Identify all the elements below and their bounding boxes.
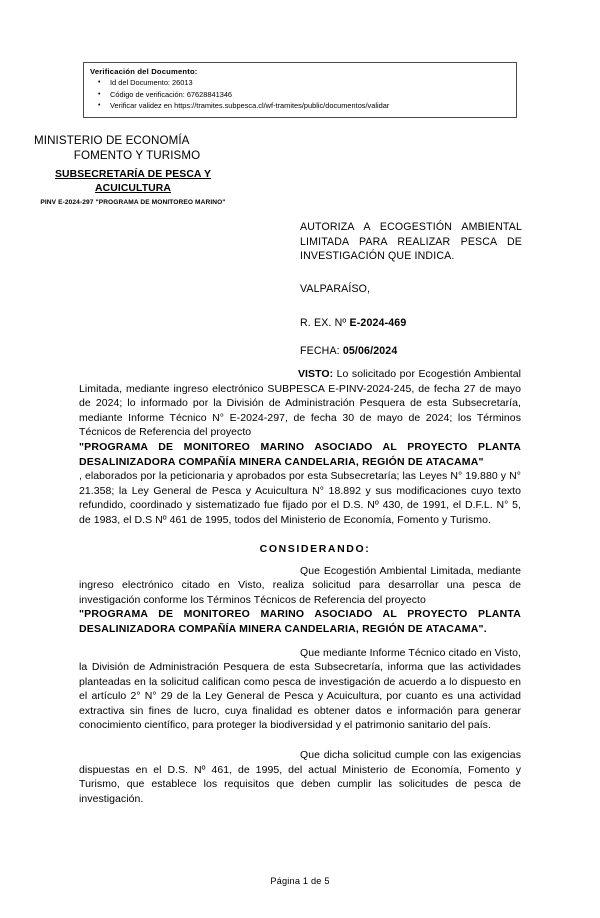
considerando-paragraph-1: Que Ecogestión Ambiental Limitada, mediante ingreso electrónico citado en Visto, realiza solicitud para desarrollar una pesca de investigación conforme los Términos Técnicos de Referencia del proyecto — [79, 564, 521, 606]
list-item — [98, 89, 516, 101]
resolution-subject: AUTORIZA A ECOGESTIÓN AMBIENTAL LIMITADA PARA REALIZAR PESCA DE INVESTIGACIÓN QUE INDICA. — [300, 221, 522, 263]
page-footer: Página 1 de 5 — [270, 876, 330, 886]
document-verification-box — [83, 62, 517, 118]
verification-item-list — [84, 77, 516, 112]
project-title-visto: "PROGRAMA DE MONITOREO MARINO ASOCIADO AL PROYECTO PLANTA DESALINIZADORA COMPAÑÍA MINERA CANDELARIA, REGIÓN DE ATACAMA" — [79, 440, 521, 468]
resolution-number — [300, 317, 406, 329]
considerando-heading: CONSIDERANDO: — [259, 542, 371, 555]
visto-text-part-1: Lo solicitado por Ecogestión Ambiental Limitada, mediante ingreso electrónico SUBPESCA E-PINV-2024-245, de fecha 27 de mayo de 2024; lo informado por la División de Administración Pesquera de esta Subsecretaría, mediante Informe Técnico N° E-2024-297, de fecha 30 de mayo de 2024; los Términos Técnicos de Referencia del proyecto — [79, 368, 521, 439]
verification-box-title: Verificación del Documento: — [90, 67, 198, 76]
bullet-icon: • — [98, 90, 101, 98]
considerando-paragraph-3: Que dicha solicitud cumple con las exigencias dispuestas en el D.S. Nº 461, de 1995, del actual Ministerio de Economía, Fomento y Turismo, que establece los requisitos que deben cumplir las solicitudes de pesca de investigación. — [79, 749, 521, 805]
visto-paragraph-continued: , elaborados por la peticionaria y aprobados por esta Subsecretaría; las Leyes N° 19.880 y N° 21.358; la Ley General de Pesca y Acuicultura N° 18.892 y sus modificaciones cuyo texto refundido, coordinado y sistematizado fue fijado por el D.S. Nº 430, de 1991, el D.F.L. N° 5, de 1983, el D.S Nº 461 de 1995, todos del Ministerio de Economía, Fomento y Turismo. — [79, 470, 521, 526]
ministry-letterhead — [30, 133, 240, 163]
resolution-number-label: R. EX. Nº — [300, 317, 350, 329]
project-title-considerando: "PROGRAMA DE MONITOREO MARINO ASOCIADO AL PROYECTO PLANTA DESALINIZADORA COMPAÑÍA MINERA CANDELARIA, REGIÓN DE ATACAMA". — [79, 608, 521, 635]
considerando-paragraph-2: Que mediante Informe Técnico citado en Visto, la División de Administración Pesquera de esta Subsecretaría, informa que las actividades planteadas en la solicitud califican como pesca de investigación de acuerdo a lo dispuesto en el artículo 2° N° 29 de la Ley General de Pesca y Acuicultura, por cuanto es una actividad extractiva sin fines de lucro, cuya finalidad es obtener datos e información para generar conocimiento científico, para proteger la biodiversidad y el patrimonio sanitario del país. — [79, 646, 521, 732]
resolution-date-value: 05/06/2024 — [342, 345, 398, 357]
resolution-number-value: E-2024-469 — [349, 317, 407, 329]
resolution-date-label: FECHA: — [300, 345, 343, 357]
bullet-icon: • — [98, 102, 101, 109]
ministry-name-line-1: MINISTERIO DE ECONOMÍA — [34, 134, 190, 147]
list-item — [98, 77, 516, 89]
visto-label: VISTO: — [298, 368, 334, 380]
resolution-date — [300, 345, 397, 357]
subsecretaria-title: SUBSECRETARÍA DE PESCA Y ACUICULTURA — [55, 169, 211, 194]
pinv-program-reference: PINV E-2024-297 "PROGRAMA DE MONITOREO MARINO" — [40, 199, 226, 206]
visto-paragraph — [79, 367, 521, 440]
ministry-name-line-2: FOMENTO Y TURISMO — [73, 149, 201, 162]
verification-code: Código de verificación: 67628841346 — [110, 89, 233, 99]
document-body — [79, 367, 521, 806]
bullet-icon: • — [98, 79, 101, 86]
resolution-place: VALPARAÍSO, — [300, 283, 371, 295]
verification-url[interactable]: Verificar validez en https://tramites.subpesca.cl/wf-tramites/public/documentos/validar — [110, 101, 390, 110]
verification-document-id: Id del Documento: 26013 — [110, 78, 193, 87]
list-item — [98, 100, 516, 112]
